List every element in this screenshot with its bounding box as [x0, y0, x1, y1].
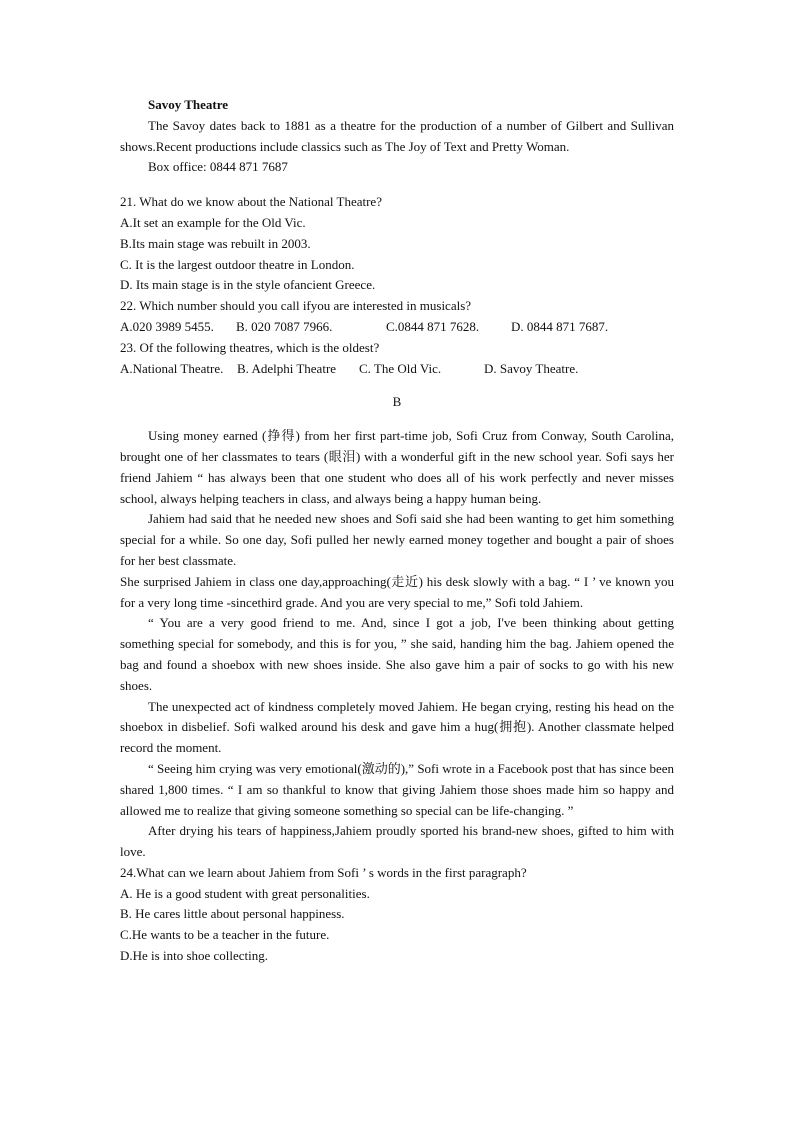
passage-paragraph-3: She surprised Jahiem in class one day,approaching(走近) his desk slowly with a bag. “ I ’ ve known you for a very long time -sincethird grade. And you are very special to me,” Sofi told Jahiem.: [120, 573, 674, 610]
question-23-option-b: B. Adelphi Theatre: [237, 360, 337, 376]
savoy-title: Savoy Theatre: [148, 97, 229, 112]
passage-paragraph-6: “ Seeing him crying was very emotional(激动的),” Sofi wrote in a Facebook post that has since been shared 1,800 times. “ I am so thankful to know that giving Jahiem those shoes made him so happy and allowed me to realize that giving someone something so special can be life-changing. ”: [120, 760, 675, 818]
question-22-option-a: A.020 3989 5455.: [120, 318, 214, 334]
passage-paragraph-5: The unexpected act of kindness completely moved Jahiem. He began crying, resting his head on the shoebox in disbelief. Sofi walked around his desk and gave him a hug(拥抱). Another classmate helped record the moment.: [120, 698, 674, 756]
question-21-option-d: D. Its main stage is in the style ofancient Greece.: [120, 277, 376, 293]
question-24-option-b: B. He cares little about personal happiness.: [120, 906, 345, 922]
question-23-options: [120, 359, 674, 380]
question-24-option-d: D.He is into shoe collecting.: [120, 948, 269, 964]
question-24-option-c: C.He wants to be a teacher in the future.: [120, 927, 330, 943]
passage-paragraph-1: Using money earned (挣得) from her first part-time job, Sofi Cruz from Conway, South Carolina, brought one of her classmates to tears (眼泪) with a wonderful gift in the new school year. Sofi says her friend Jahiem “ has always been that one student who does all of his work perfectly and never misses school, always helping teachers in class, and always being a happy human being.: [120, 428, 674, 506]
savoy-box-office: Box office: 0844 871 7687: [148, 159, 288, 175]
question-21-option-a: A.It set an example for the Old Vic.: [120, 214, 306, 230]
question-22-option-d: D. 0844 871 7687.: [511, 318, 609, 334]
passage-paragraph-4: “ You are a very good friend to me. And, since I got a job, I've been thinking about getting something special for somebody, and this is for you, ” she said, handing him the bag. Jahiem opened the bag and found a shoebox with new shoes inside. She also gave him a pair of socks to go with his new shoes.: [120, 615, 674, 693]
spacer: [120, 178, 674, 192]
question-22-option-b: B. 020 7087 7966.: [236, 318, 333, 334]
savoy-description: The Savoy dates back to 1881 as a theatre for the production of a number of Gilbert and Sullivan shows.Recent productions include classics such as The Joy of Text and Pretty Woman.: [120, 117, 674, 154]
passage-paragraph-7: After drying his tears of happiness,Jahiem proudly sported his brand-new shoes, gifted to him with love.: [120, 823, 674, 860]
question-22-option-c: C.0844 871 7628.: [386, 318, 480, 334]
question-23-option-d: D. Savoy Theatre.: [484, 360, 579, 376]
question-22-stem: 22. Which number should you call ifyou are interested in musicals?: [120, 298, 472, 314]
question-23-option-a: A.National Theatre.: [120, 360, 224, 376]
question-21-option-b: B.Its main stage was rebuilt in 2003.: [120, 235, 311, 251]
question-22-options: [120, 317, 674, 338]
question-24-option-a: A. He is a good student with great personalities.: [120, 885, 370, 901]
question-23-option-c: C. The Old Vic.: [359, 360, 442, 376]
question-24-stem: 24.What can we learn about Jahiem from Sofi ’ s words in the first paragraph?: [120, 864, 527, 880]
question-21-stem: 21. What do we know about the National Theatre?: [120, 194, 382, 210]
passage-paragraph-2: Jahiem had said that he needed new shoes and Sofi said she had been wanting to get him something special for a while. So one day, Sofi pulled her newly earned money together and bought a pair of shoes for her best classmate.: [120, 511, 674, 568]
section-b-label: B: [392, 394, 402, 410]
question-21-option-c: C. It is the largest outdoor theatre in London.: [120, 256, 355, 272]
question-23-stem: 23. Of the following theatres, which is the oldest?: [120, 339, 380, 355]
